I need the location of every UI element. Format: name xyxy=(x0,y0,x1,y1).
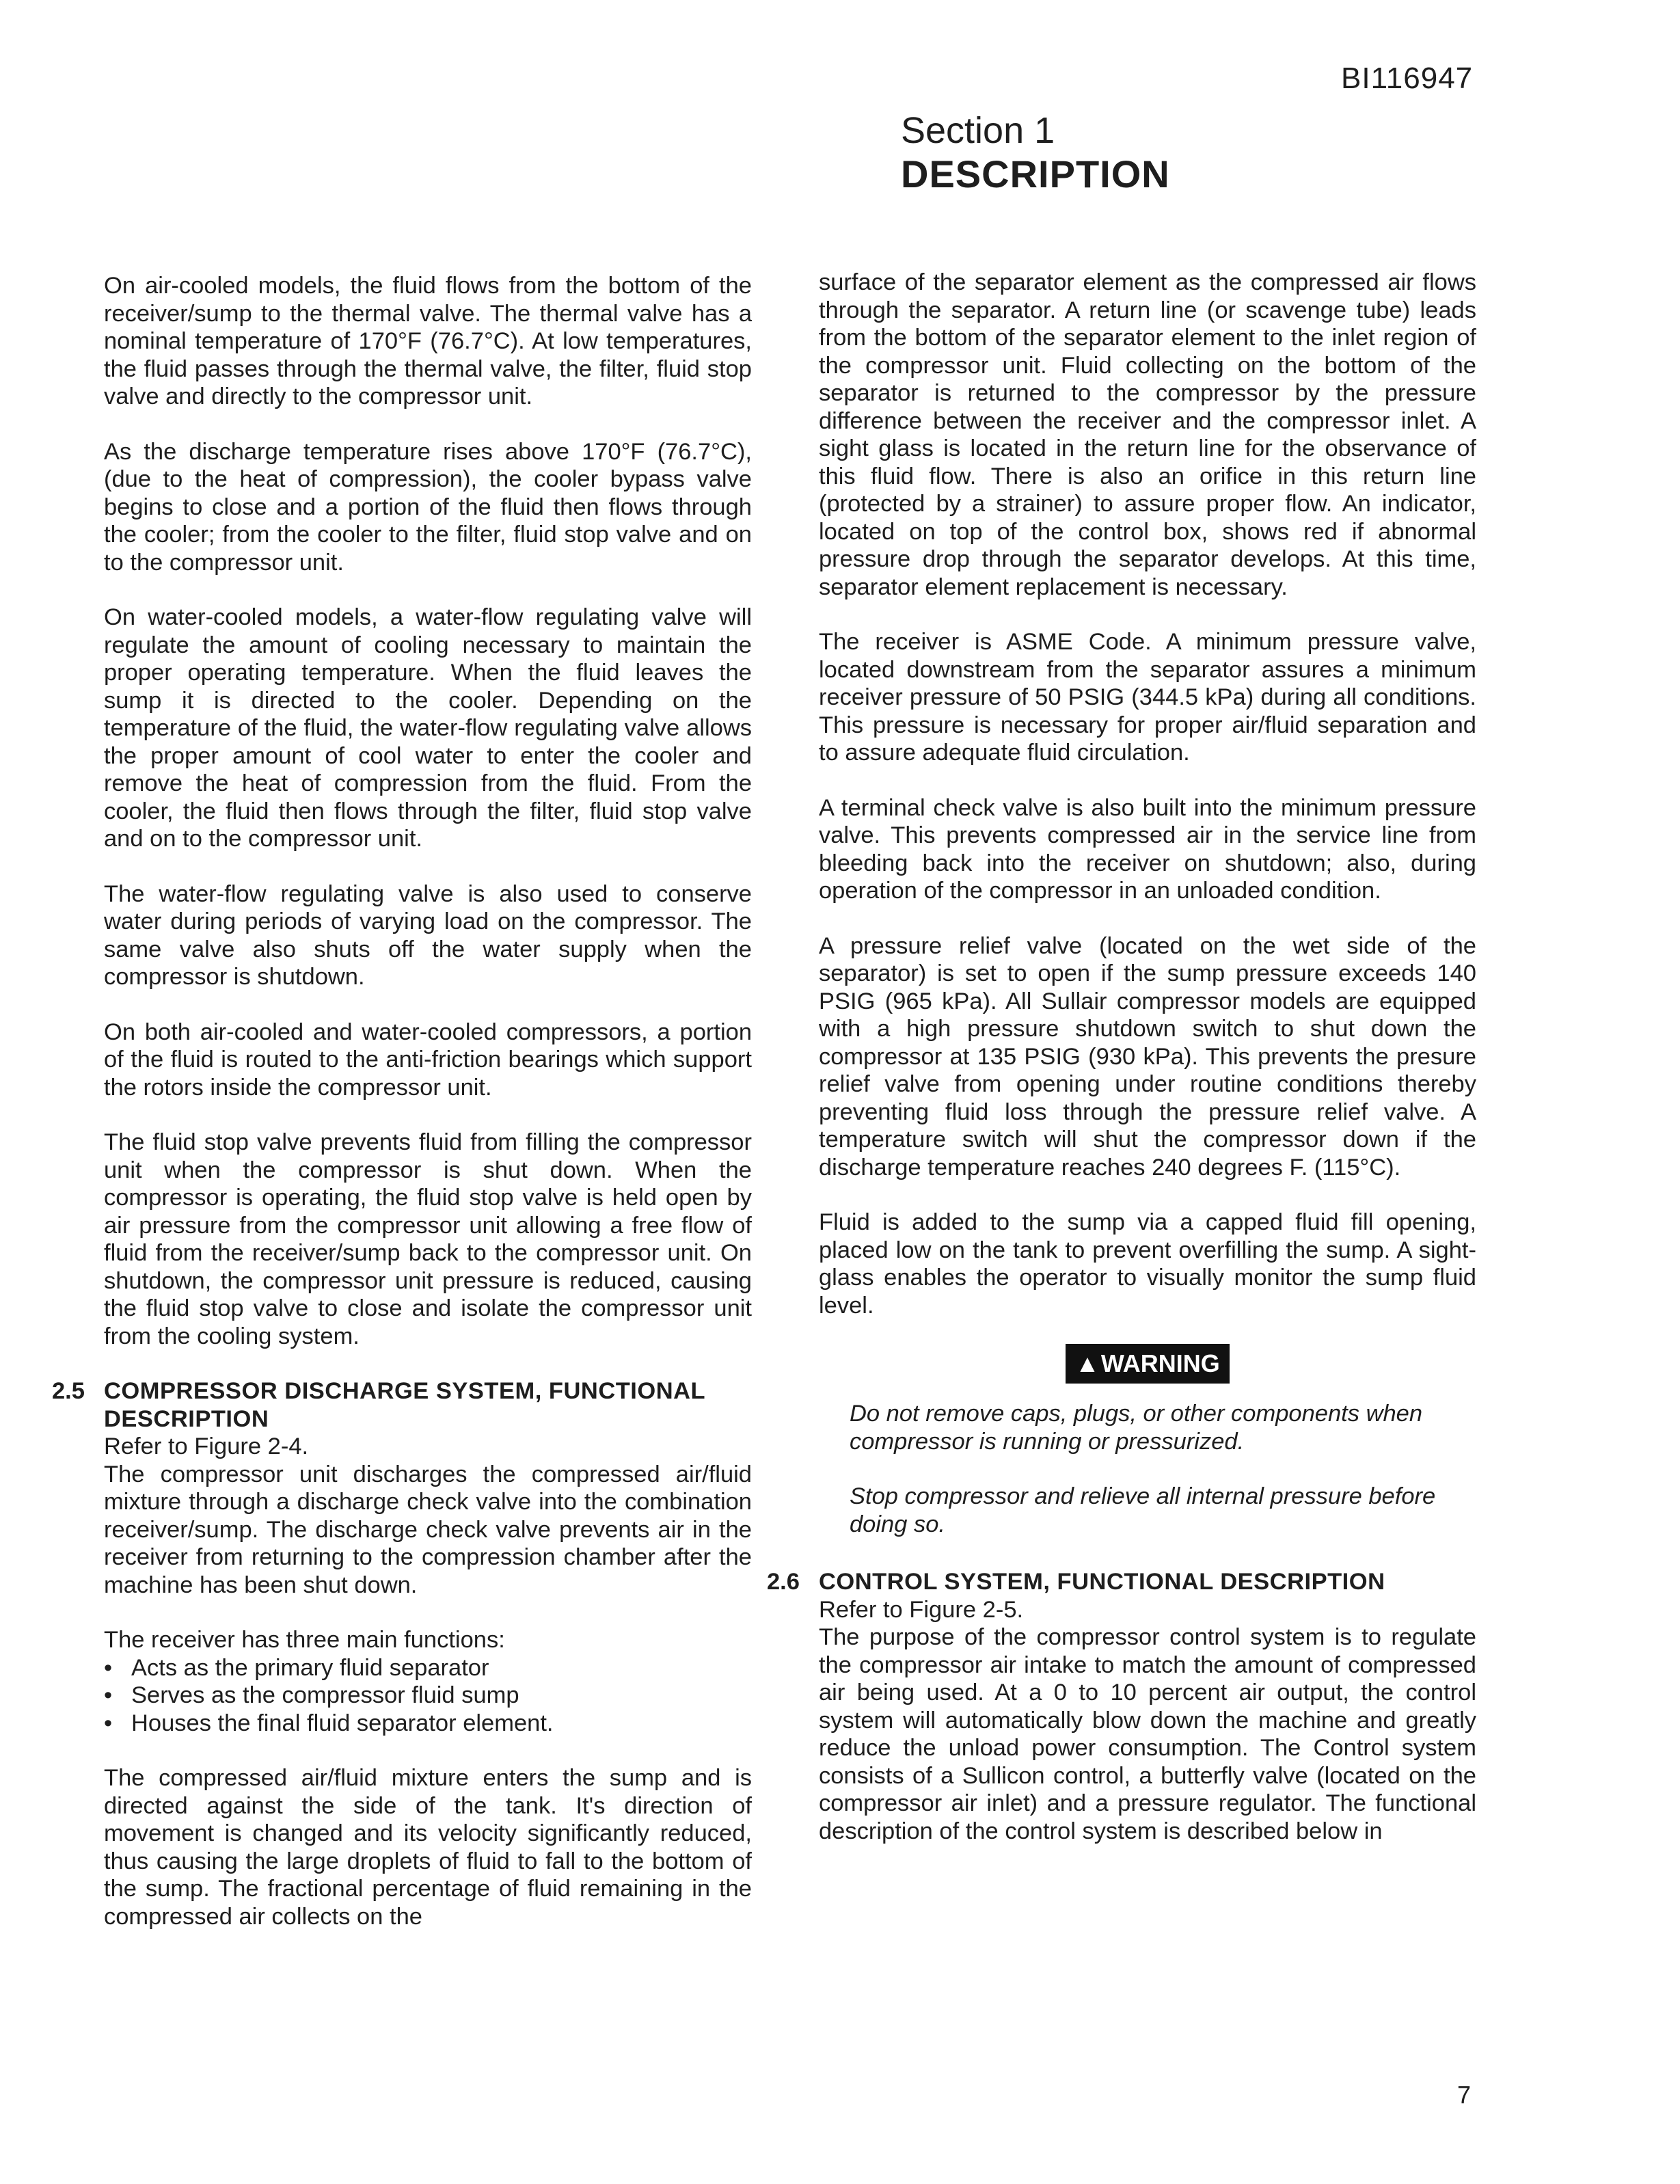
section-heading: COMPRESSOR DISCHARGE SYSTEM, FUNCTIONAL DESCRIPTION xyxy=(104,1378,705,1432)
right-column xyxy=(767,269,1476,1845)
section-body: The compressor unit discharges the compressed air/fluid mixture through a discharge check valve into the combination receiver/sump. The discharge check valve prevents air in the receiver from returning to the compression chamber after the machine has been shut down. xyxy=(104,1461,752,1598)
warning-line: Stop compressor and relieve all internal pressure before doing so. xyxy=(850,1483,1436,1537)
paragraph-fluid-stop-valve: The fluid stop valve prevents fluid from filling the compressor unit when the compressor is shut down. When the compressor is operating, the fluid stop valve is held open by air pressure from the compressor unit allowing a free flow of fluid from the receiver/sump back to the compressor unit. On shutdown, the compressor unit pressure is reduced, causing the fluid stop valve to close and isolate the compressor unit from the cooling system. xyxy=(104,1129,752,1349)
figure-reference: Refer to Figure 2-4. xyxy=(104,1433,309,1459)
section-2-5 xyxy=(52,1377,752,1599)
warning-label: WARNING xyxy=(1100,1349,1220,1377)
warning-block xyxy=(819,1344,1476,1384)
page-number: 7 xyxy=(1457,2081,1472,2109)
section-number: 2.6 xyxy=(767,1569,800,1595)
paragraph-terminal-check-valve: A terminal check valve is also built into the minimum pressure valve. This prevents compressed air in the service line from bleeding back into the receiver on shutdown; also, during operation of the compressor in an unloaded condition. xyxy=(819,794,1476,904)
paragraph-water-cooled: On water-cooled models, a water-flow regulating valve will regulate the amount of cooling necessary to maintain the proper operating temperature. When the fluid leaves the sump it is directed to the cooler. Depending on the temperature of the fluid, the water-flow regulating valve allows the proper amount of cool water to enter the cooler and remove the heat of compression from the fluid. From the cooler, the fluid then flows through the filter, fluid stop valve and on to the compressor unit. xyxy=(104,604,752,852)
left-column xyxy=(52,272,752,1930)
paragraph-air-cooled: On air-cooled models, the fluid flows from the bottom of the receiver/sump to the thermal valve. The thermal valve has a nominal temperature of 170°F (76.7°C). At low temperatures, the fluid passes through the thermal valve, the filter, fluid stop valve and directly to the compressor unit. xyxy=(104,273,752,409)
section-number: 2.5 xyxy=(52,1378,85,1404)
list-item: • Serves as the compressor fluid sump xyxy=(104,1682,752,1710)
paragraph-fluid-fill: Fluid is added to the sump via a capped fluid fill opening, placed low on the tank to prevent overfilling the sump. A sight-glass enables the operator to visually monitor the sump fluid level. xyxy=(819,1209,1476,1319)
warning-badge xyxy=(1066,1344,1230,1384)
paragraph-pressure-relief-valve: A pressure relief valve (located on the wet side of the separator) is set to open if the sump pressure exceeds 140 PSIG (965 kPa). All Sullair compressor models are equipped with a high pressure shutdown switch to shut down the compressor at 135 PSIG (930 kPa). This prevents the presure relief valve from opening under routine conditions thereby preventing fluid loss through the pressure relief valve. A temperature switch will shut the compressor down if the discharge temperature reaches 240 degrees F. (115°C). xyxy=(819,932,1476,1181)
receiver-functions-list xyxy=(104,1654,752,1738)
receiver-functions-block xyxy=(104,1626,752,1737)
receiver-functions-intro: The receiver has three main functions: xyxy=(104,1627,505,1653)
list-item: • Acts as the primary fluid separator xyxy=(104,1654,752,1682)
warning-text xyxy=(850,1400,1449,1538)
list-item: • Houses the final fluid separator element. xyxy=(104,1710,752,1738)
paragraph-separator-element: surface of the separator element as the compressed air flows through the separator. A return line (or scavenge tube) leads from the bottom of the separator element to the inlet region of the compressor unit. Fluid collecting on the bottom of the separator is returned to the compressor by the pressure difference between the receiver and the compressor inlet. A sight glass is located in the return line for the observance of this fluid flow. There is also an orifice in this return line (protected by a strainer) to assure proper flow. An indicator, located on top of the control box, shows red if abnormal pressure drop through the separator develops. At this time, separator element replacement is necessary. xyxy=(819,269,1476,600)
paragraph-asme-receiver: The receiver is ASME Code. A minimum pressure valve, located downstream from the separator assures a minimum receiver pressure of 50 PSIG (344.5 kPa) during all conditions. This pressure is necessary for proper air/fluid separation and to assure adequate fluid circulation. xyxy=(819,629,1476,766)
figure-reference: Refer to Figure 2-5. xyxy=(819,1596,1024,1623)
document-id: BI116947 xyxy=(1341,62,1474,95)
paragraph-sump-mixture: The compressed air/fluid mixture enters the sump and is directed against the side of the tank. It's direction of movement is changed and its velocity significantly reduced, thus causing the large droplets of fluid to fall to the bottom of the sump. The fractional percentage of fluid remaining in the compressed air collects on the xyxy=(104,1765,752,1930)
section-label: Section 1 xyxy=(901,110,1055,151)
section-body: The purpose of the compressor control system is to regulate the compressor air intake to match the amount of compressed air being used. At a 0 to 10 percent air output, the control system will automatically blow down the machine and greatly reduce the unload power consumption. The Control system consists of a Sullicon control, a butterfly valve (located on the compressor air inlet) and a pressure regulator. The functional description of the control system is described below in xyxy=(819,1624,1476,1844)
paragraph-discharge-temperature: As the discharge temperature rises above 170°F (76.7°C), (due to the heat of compression), the cooler bypass valve begins to close and a portion of the fluid then flows through the cooler; from the cooler to the filter, fluid stop valve and on to the compressor unit. xyxy=(104,438,752,576)
section-2-6 xyxy=(767,1568,1476,1845)
section-title: DESCRIPTION xyxy=(901,152,1170,196)
paragraph-bearings: On both air-cooled and water-cooled compressors, a portion of the fluid is routed to the anti-friction bearings which support the rotors inside the compressor unit. xyxy=(104,1019,752,1101)
paragraph-water-regulating-valve: The water-flow regulating valve is also used to conserve water during periods of varying load on the compressor. The same valve also shuts off the water supply when the compressor is shutdown. xyxy=(104,880,752,990)
warning-triangle-icon: ▲ xyxy=(1075,1349,1100,1377)
section-heading: CONTROL SYSTEM, FUNCTIONAL DESCRIPTION xyxy=(819,1569,1385,1595)
warning-line: Do not remove caps, plugs, or other components when compressor is running or pressurized. xyxy=(850,1401,1423,1455)
